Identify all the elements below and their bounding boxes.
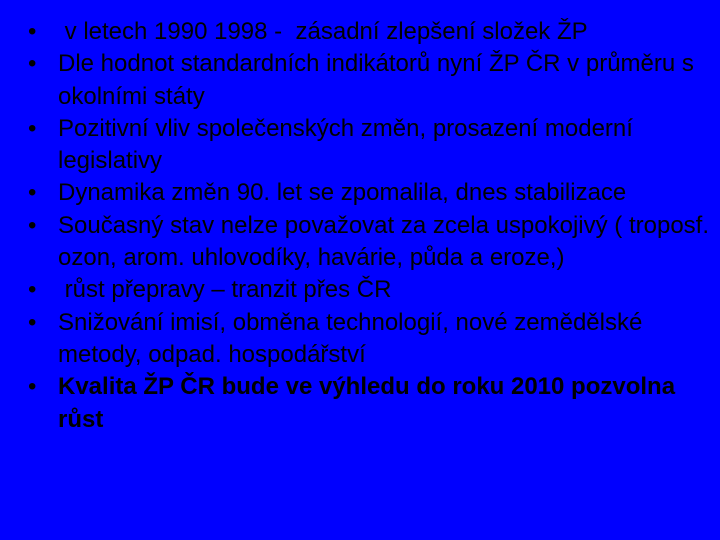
bullet-item-2 (0, 48, 720, 113)
bullet-dot-icon: • (28, 114, 37, 142)
bullet-item-8 (0, 371, 720, 436)
bullet-dot-icon: • (28, 179, 37, 207)
bullet-dot-icon: • (28, 50, 37, 78)
bullet-text-5: Současný stav nelze považovat za zcela uspokojivý ( troposf. ozon, arom. uhlovodíky, havárie, půda a eroze,) (58, 211, 709, 272)
bullet-list (0, 16, 720, 436)
bullet-item-3 (0, 113, 720, 178)
bullet-dot-icon: • (28, 308, 37, 336)
bullet-text-3: Pozitivní vliv společenských změn, prosazení moderní legislativy (58, 114, 633, 175)
bullet-text-8: Kvalita ŽP ČR bude ve výhledu do roku 2010 pozvolna růst (58, 373, 676, 433)
bullet-item-1 (0, 16, 720, 48)
bullet-dot-icon: • (28, 276, 37, 304)
bullet-dot-icon: • (28, 373, 37, 401)
bullet-dot-icon: • (28, 18, 37, 45)
bullet-item-7 (0, 307, 720, 372)
bullet-item-4 (0, 177, 720, 209)
bullet-text-4: Dynamika změn 90. let se zpomalila, dnes stabilizace (58, 179, 627, 207)
bullet-text-7: Snižování imisí, obměna technologií, nové zemědělské metody, odpad. hospodářství (58, 308, 643, 368)
bullet-text-1: v letech 1990 1998 - zásadní zlepšení složek ŽP (58, 18, 588, 45)
bullet-dot-icon: • (28, 211, 37, 239)
bullet-item-6 (0, 274, 720, 306)
bullet-item-5 (0, 210, 720, 275)
bullet-text-2: Dle hodnot standardních indikátorů nyní ŽP ČR v průměru s okolními státy (58, 50, 694, 110)
bullet-text-6: růst přepravy – tranzit přes ČR (58, 276, 392, 304)
